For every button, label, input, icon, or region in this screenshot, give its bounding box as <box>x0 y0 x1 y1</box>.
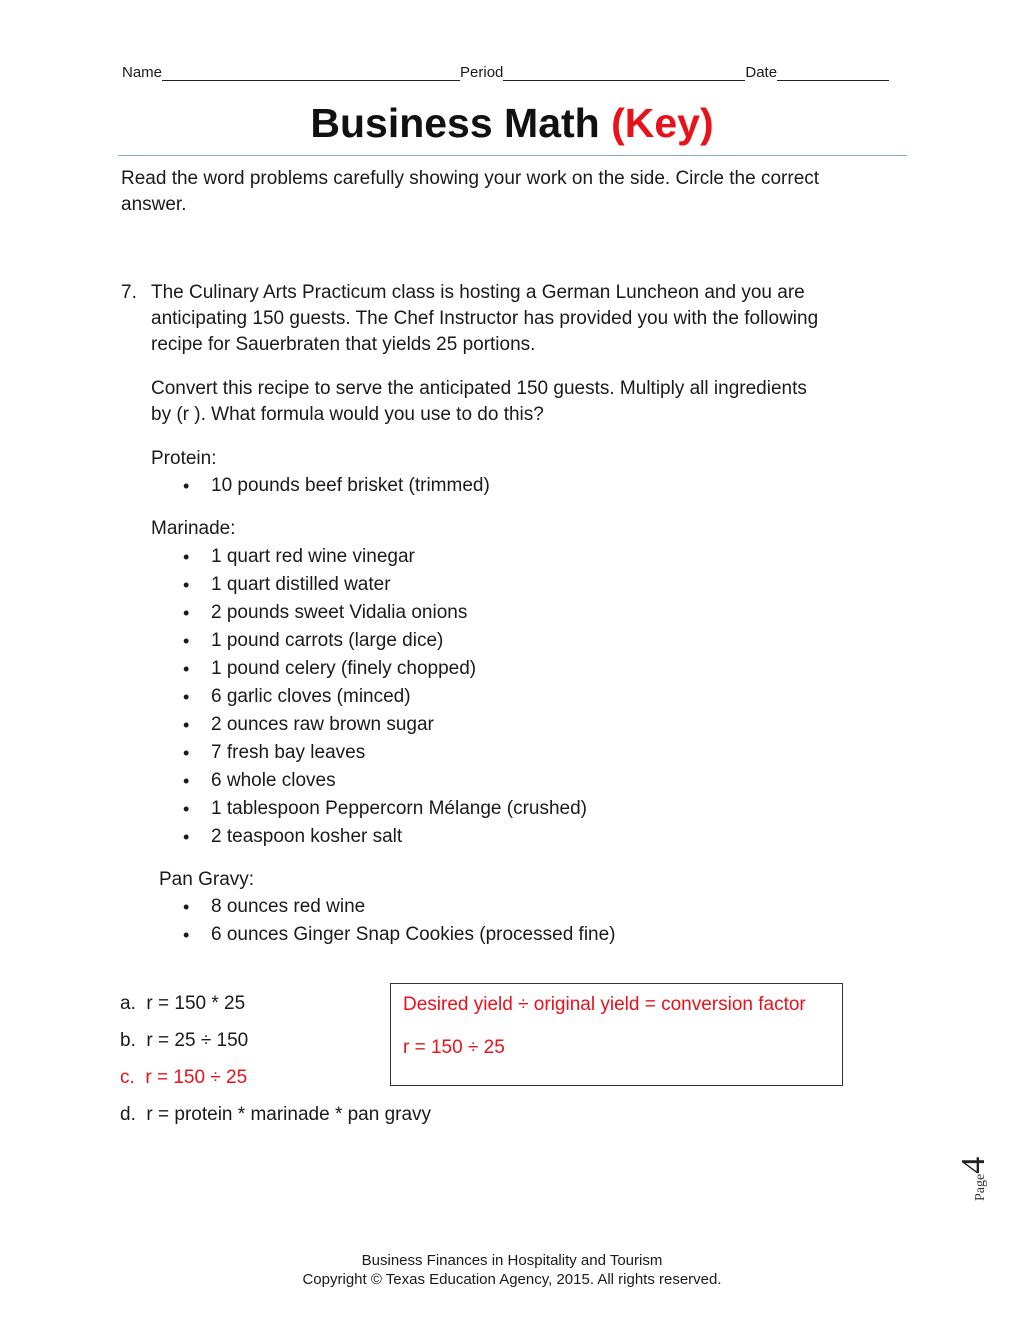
convert-line: by (r ). What formula would you use to do this? <box>151 404 544 425</box>
list-item: • 2 pounds sweet Vidalia onions <box>151 599 851 627</box>
choice-letter: d. <box>120 1104 136 1125</box>
marinade-list <box>151 543 851 851</box>
choice-a[interactable] <box>120 993 245 1015</box>
choice-text: r = 150 * 25 <box>146 993 246 1014</box>
section-heading-pan-gravy: Pan Gravy: <box>159 869 255 890</box>
page-number-value: 4 <box>955 1156 992 1174</box>
choice-c-correct[interactable] <box>120 1067 247 1089</box>
title-rule <box>118 155 907 156</box>
date-line[interactable] <box>777 64 889 81</box>
date-label: Date <box>745 64 778 81</box>
convert-instructions <box>151 376 891 428</box>
list-item: • 2 ounces raw brown sugar <box>151 711 851 739</box>
list-item: • 7 fresh bay leaves <box>151 739 851 767</box>
list-item: • 2 teaspoon kosher salt <box>151 823 851 851</box>
list-item: • 1 tablespoon Peppercorn Mélange (crushed) <box>151 795 851 823</box>
answer-formula: Desired yield ÷ original yield = conversion factor <box>403 994 806 1015</box>
title-main: Business Math <box>310 100 600 146</box>
choice-text: r = protein * marinade * pan gravy <box>146 1104 432 1125</box>
choice-letter: b. <box>120 1030 136 1051</box>
name-line[interactable] <box>162 64 460 81</box>
page-title <box>0 100 1024 147</box>
choice-text: r = 150 ÷ 25 <box>145 1067 248 1088</box>
list-item: • 1 pound carrots (large dice) <box>151 627 851 655</box>
list-item: • 6 whole cloves <box>151 767 851 795</box>
choice-letter: a. <box>120 993 136 1014</box>
choice-letter: c. <box>120 1067 135 1088</box>
list-item: • 1 quart red wine vinegar <box>151 543 851 571</box>
question-number: 7. <box>121 282 137 303</box>
period-label: Period <box>460 64 504 81</box>
pan-gravy-list <box>151 893 851 949</box>
title-key: (Key) <box>611 100 714 146</box>
section-heading-protein: Protein: <box>151 448 217 469</box>
protein-list <box>151 472 851 500</box>
answer-value: r = 150 ÷ 25 <box>403 1037 505 1058</box>
footer-copyright: Copyright © Texas Education Agency, 2015. All rights reserved. <box>302 1271 722 1288</box>
footer-course: Business Finances in Hospitality and Tourism <box>361 1252 663 1269</box>
question-text <box>151 280 891 358</box>
question-text-line: anticipating 150 guests. The Chef Instructor has provided you with the following <box>151 308 819 329</box>
question-text-line: The Culinary Arts Practicum class is hosting a German Luncheon and you are <box>151 282 805 303</box>
page-label: Page <box>973 1173 988 1201</box>
convert-line: Convert this recipe to serve the anticipated 150 guests. Multiply all ingredients <box>151 378 807 399</box>
instructions: Read the word problems carefully showing your work on the side. Circle the correct answer. <box>121 168 820 215</box>
section-heading-marinade: Marinade: <box>151 518 236 539</box>
answer-box <box>390 983 843 1086</box>
list-item: • 6 garlic cloves (minced) <box>151 683 851 711</box>
list-item: • 10 pounds beef brisket (trimmed) <box>151 472 851 500</box>
choice-d[interactable] <box>120 1104 431 1126</box>
choice-text: r = 25 ÷ 150 <box>146 1030 249 1051</box>
name-label: Name <box>122 64 163 81</box>
list-item: • 1 pound celery (finely chopped) <box>151 655 851 683</box>
list-item: • 8 ounces red wine <box>151 893 851 921</box>
list-item: • 1 quart distilled water <box>151 571 851 599</box>
choice-b[interactable] <box>120 1030 248 1052</box>
list-item: • 6 ounces Ginger Snap Cookies (processed fine) <box>151 921 851 949</box>
page-number <box>955 1143 1015 1203</box>
question-text-line: recipe for Sauerbraten that yields 25 portions. <box>151 334 536 355</box>
header-fields <box>122 61 902 81</box>
period-line[interactable] <box>503 64 745 81</box>
